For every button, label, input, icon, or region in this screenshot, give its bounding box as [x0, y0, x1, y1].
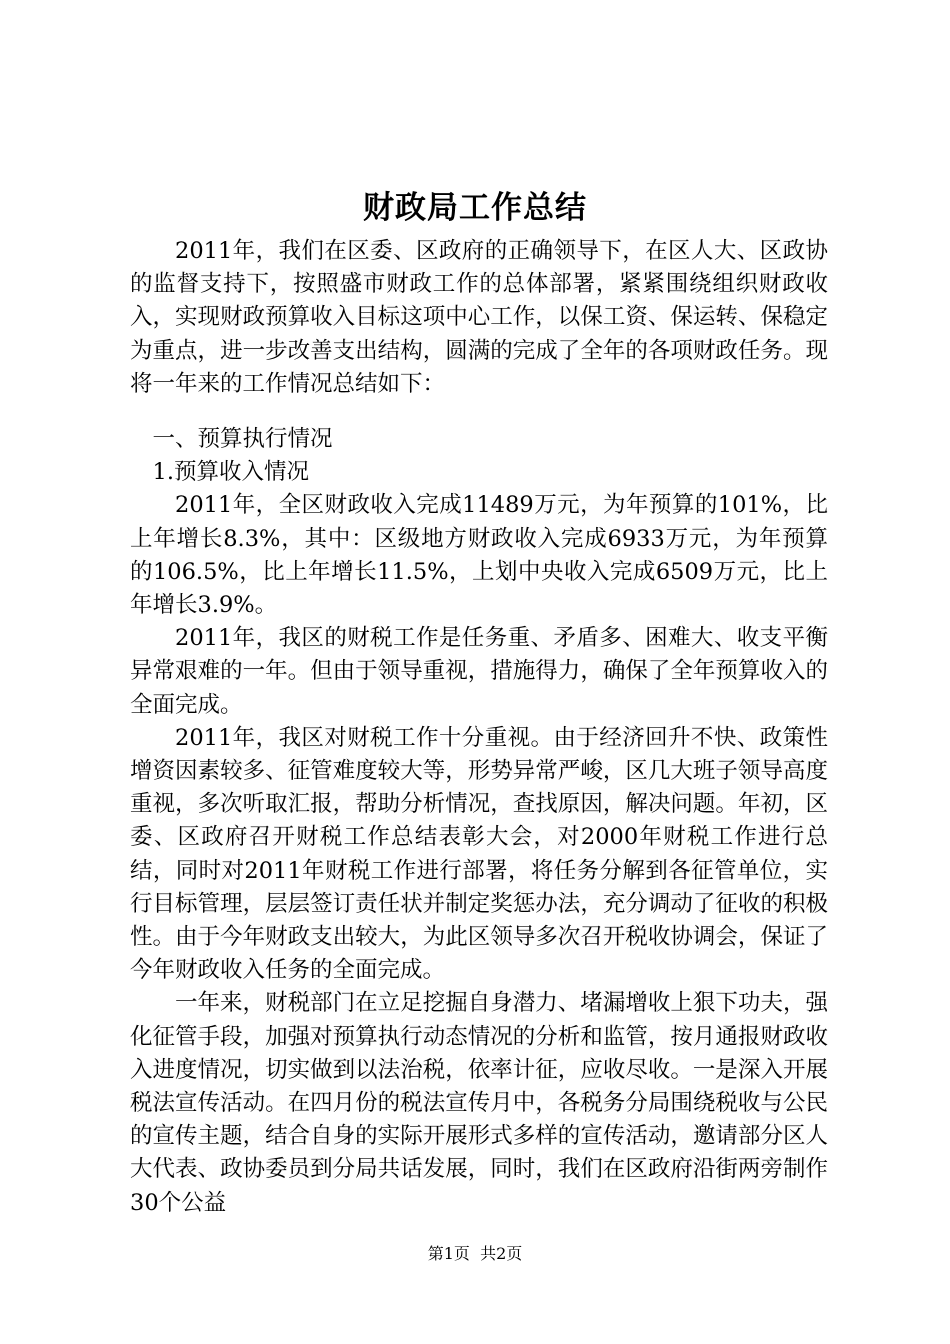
paragraph-difficult-year: 2011年，我区的财税工作是任务重、矛盾多、困难大、收支平衡异常艰难的一年。但由于领导重视，措施得力，确保了全年预算收入的全面完成。 [130, 625, 828, 718]
document-body [130, 235, 828, 1220]
page-number: 第1页 共2页 [427, 1244, 523, 1263]
document-title: 财政局工作总结 [363, 190, 587, 226]
paragraph-revenue-figures: 2011年，全区财政收入完成11489万元，为年预算的101%，比上年增长8.3%，其中：区级地方财政收入完成6933万元，为年预算的106.5%，比上年增长11.5%，上划中央收入完成6509万元，比上年增长3.9%。 [130, 492, 828, 619]
page-footer [0, 1242, 950, 1266]
paragraph-intro: 2011年，我们在区委、区政府的正确领导下，在区人大、区政协的监督支持下，按照盛市财政工作的总体部署，紧紧围绕组织财政收入，实现财政预算收入目标这项中心工作，以保工资、保运转、保稳定为重点，进一步改善支出结构，圆满的完成了全年的各项财政任务。现将一年来的工作情况总结如下： [130, 238, 828, 397]
section-heading-budget-execution: 一、预算执行情况 [152, 426, 333, 453]
paragraph-leadership-attention: 2011年，我区对财税工作十分重视。由于经济回升不快、政策性增资因素较多、征管难度较大等，形势异常严峻，区几大班子领导高度重视，多次听取汇报，帮助分析情况，查找原因，解决问题。年初，区委、区政府召开财税工作总结表彰大会，对2000年财税工作进行总结，同时对2011年财税工作进行部署，将任务分解到各征管单位，实行目标管理，层层签订责任状并制定奖惩办法，充分调动了征收的积极性。由于今年财政支出较大，为此区领导多次召开税收协调会，保证了今年财政收入任务的全面完成。 [130, 724, 828, 984]
paragraph-tax-collection: 一年来，财税部门在立足挖掘自身潜力、堵漏增收上狠下功夫，强化征管手段，加强对预算执行动态情况的分析和监管，按月通报财政收入进度情况，切实做到以法治税，依率计征，应收尽收。一是深入开展税法宣传活动。在四月份的税法宣传月中，各税务分局围绕税收与公民的宣传主题，结合自身的实际开展形式多样的宣传活动，邀请部分区人大代表、政协委员到分局共话发展，同时，我们在区政府沿街两旁制作30个公益 [130, 990, 828, 1216]
subsection-heading-budget-revenue: 1.预算收入情况 [152, 459, 309, 486]
